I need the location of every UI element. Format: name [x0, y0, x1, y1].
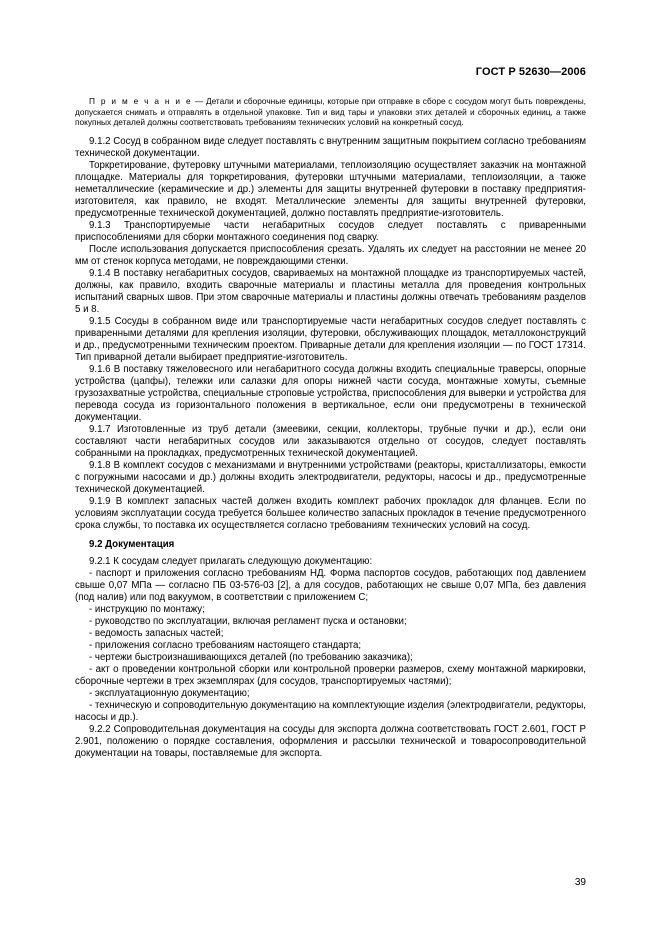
list-item: - акт о проведении контрольной сборки или контрольной проверки размеров, схему монтажной маркировки, сборочные чертежи в трех экземплярах (для сосудов, транспортируемых частями); [75, 663, 586, 687]
note-label: П р и м е ч а н и е [89, 96, 193, 106]
list-item: - приложения согласно требованиям настоящего стандарта; [89, 639, 362, 651]
list-item: - техническую и сопроводительную документацию на комплектующие изделия (электродвигатели, редукторы, насосы и др.). [75, 699, 586, 723]
list-item: - чертежи быстроизнашивающихся деталей (по требованию заказчика); [89, 651, 413, 663]
paragraph-9-1-2: 9.1.2 Сосуд в собранном виде следует поставлять с внутренним защитным покрытием согласно требованиям технической документации. [75, 135, 586, 159]
list-item: - инструкцию по монтажу; [89, 603, 205, 615]
paragraph-9-2-1: 9.2.1 К сосудам следует прилагать следующую документацию: [89, 555, 373, 567]
paragraph-torkret: Торкретирование, футеровку штучными материалами, теплоизоляцию осуществляет заказчик на монтажной площадке. Материалы для торкретирования, футеровки штучными материалами, теплоизоляции, а также неметаллические (керамические и др.) элементы для защиты внутренней футеровки в поставку предприятия-изготовителя, как правило, не входят. Металлические элементы для защиты внутренней футеровки, предусмотренные технической документацией, должно поставлять предприятие-изготовитель. [75, 159, 586, 219]
list-item: - руководство по эксплуатации, включая регламент пуска и остановки; [89, 615, 407, 627]
note-paragraph [75, 96, 586, 128]
list-item: - паспорт и приложения согласно требованиям НД. Форма паспортов сосудов, работающих под давлением свыше 0,07 МПа — согласно ПБ 03-576-03 [2], а для сосудов, работающих не свыше 0,07 МПа, без давления (под налив) или под вакуумом, в соответствии с приложением С; [75, 567, 586, 603]
paragraph-9-1-8: 9.1.8 В комплект сосудов с механизмами и внутренними устройствами (реакторы, кристаллизаторы, емкости с погружными насосами и др.) должны входить электродвигатели, редукторы, насосы и др., предусмотренные технической документацией. [75, 459, 586, 495]
list-item: - эксплуатационную документацию; [89, 687, 250, 699]
paragraph-9-1-6: 9.1.6 В поставку тяжеловесного или негабаритного сосуда должны входить специальные траверсы, опорные устройства (цапфы), тележки или салазки для опоры нижней части сосуда, монтажные хомуты, съемные грузозахватные устройства, специальные строповые устройства, приспособления для выверки и устройства для перевода сосуда из горизонтального положения в вертикальное, если они предусмотрены в технической документации. [75, 363, 586, 423]
section-title-9-2: 9.2 Документация [89, 538, 175, 550]
documentation-list [75, 568, 586, 724]
page-content [75, 96, 586, 760]
note-text: — Детали и сборочные единицы, которые при отправке в сборе с сосудом могут быть повреждены, допускается снимать и отправлять в отдельной упаковке. Тип и вид тары и упаковки этих деталей и сборочных единиц, а также покупных деталей должны соответствовать требованиям технических условий на конкретный сосуд. [75, 96, 586, 128]
paragraph-9-1-9: 9.1.9 В комплект запасных частей должен входить комплект рабочих прокладок для фланцев. Если по условиям эксплуатации сосуда требуется большее количество запасных прокладок в течение предусмотренного срока службы, то поставка их осуществляется согласно требованиям технических условий на сосуд. [75, 495, 586, 531]
paragraph-9-1-3: 9.1.3 Транспортируемые части негабаритных сосудов следует поставлять с приваренными приспособлениями для сборки монтажного соединения под сварку. [75, 219, 586, 243]
paragraph-9-1-4: 9.1.4 В поставку негабаритных сосудов, свариваемых на монтажной площадке из транспортируемых частей, должны, как правило, входить сварочные материалы и пластины металла для проведения контрольных испытаний сварных швов. При этом сварочные материалы и пластины должны отвечать требованиям разделов 5 и 8. [75, 267, 586, 315]
paragraph-9-1-7: 9.1.7 Изготовленные из труб детали (змеевики, секции, коллекторы, трубные пучки и др.), если они составляют части негабаритных сосудов или заказываются отдельно от сосудов, следует поставлять собранными на прокладках, предусмотренных технической документацией. [75, 423, 586, 459]
document-code-header: ГОСТ Р 52630—2006 [475, 66, 586, 78]
paragraph-9-1-5: 9.1.5 Сосуды в собранном виде или транспортируемые части негабаритных сосудов следует поставлять с приваренными деталями для крепления изоляции, футеровки, обслуживающих площадок, металлоконструкций и др., предусмотренными техническим проектом. Приварные детали для крепления изоляции — по ГОСТ 17314. Тип приварной детали выбирает предприятие-изготовитель. [75, 315, 586, 363]
paragraph-cut-fixtures: После использования допускается приспособления срезать. Удалять их следует на расстоянии не менее 20 мм от стенок корпуса методами, не повреждающими стенки. [75, 243, 586, 267]
page-number: 39 [574, 877, 586, 888]
list-item: - ведомость запасных частей; [89, 627, 224, 639]
paragraph-9-2-2: 9.2.2 Сопроводительная документация на сосуды для экспорта должна соответствовать ГОСТ 2.601, ГОСТ Р 2.901, положению о порядке составления, оформления и рассылки технической и товаросопроводительной документации на товары, поставляемые для экспорта. [75, 723, 586, 759]
